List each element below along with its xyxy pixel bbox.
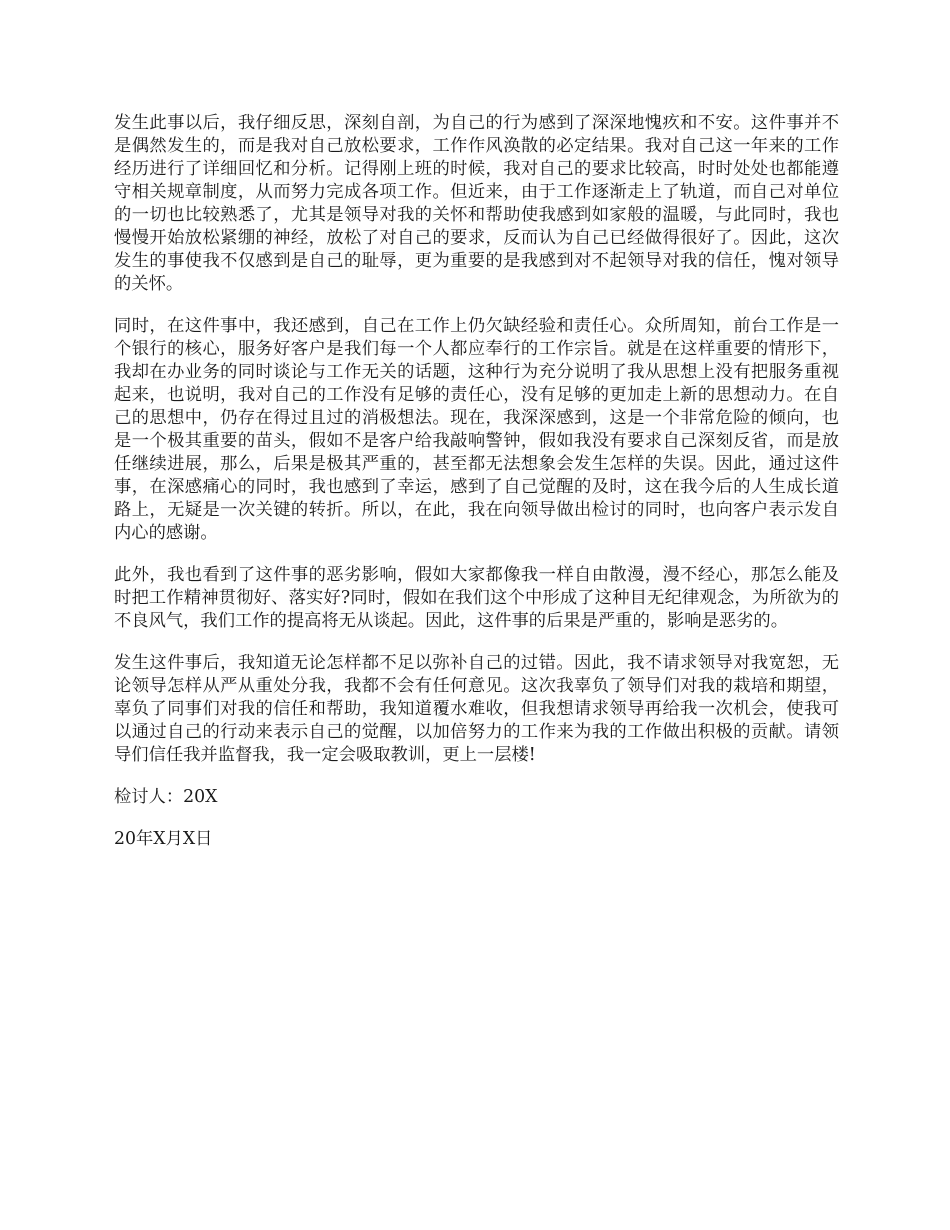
paragraph-4: 发生这件事后，我知道无论怎样都不足以弥补自己的过错。因此，我不请求领导对我宽恕，无论领导怎样从严从重处分我，我都不会有任何意见。这次我辜负了领导们对我的栽培和期望，辜负了同事们对我的信任和帮助，我知道覆水难收，但我想请求领导再给我一次机会，使我可以通过自己的行动来表示自己的觉醒，以加倍努力的工作来为我的工作做出积极的贡献。请领导们信任我并监督我，我一定会吸取教训，更上一层楼! [114, 653, 839, 765]
paragraph-1: 发生此事以后，我仔细反思，深刻自剖，为自己的行为感到了深深地愧疚和不安。这件事并不是偶然发生的，而是我对自己放松要求，工作作风涣散的必定结果。我对自己这一年来的工作经历进行了详细回忆和分析。记得刚上班的时候，我对自己的要求比较高，时时处处也都能遵守相关规章制度，从而努力完成各项工作。但近来，由于工作逐渐走上了轨道，而自己对单位的一切也比较熟悉了，尤其是领导对我的关怀和帮助使我感到如家般的温暖，与此同时，我也慢慢开始放松紧绷的神经，放松了对自己的要求，反而认为自己已经做得很好了。因此，这次发生的事使我不仅感到是自己的耻辱，更为重要的是我感到对不起领导对我的信任，愧对领导的关怀。 [114, 113, 839, 294]
paragraph-2: 同时，在这件事中，我还感到，自己在工作上仍欠缺经验和责任心。众所周知，前台工作是一个银行的核心，服务好客户是我们每一个人都应奉行的工作宗旨。就是在这样重要的情形下，我却在办业务的同时谈论与工作无关的话题，这种行为充分说明了我从思想上没有把服务重视起来，也说明，我对自己的工作没有足够的责任心，没有足够的更加走上新的思想动力。在自己的思想中，仍存在得过且过的消极想法。现在，我深深感到，这是一个非常危险的倾向，也是一个极其重要的苗头，假如不是客户给我敲响警钟，假如我没有要求自己深刻反省，而是放任继续进展，那么，后果是极其严重的，甚至都无法想象会发生怎样的失误。因此，通过这件事，在深感痛心的同时，我也感到了幸运，感到了自己觉醒的及时，这在我今后的人生成长道路上，无疑是一次关键的转折。所以，在此，我在向领导做出检讨的同时，也向客户表示发自内心的感谢。 [114, 316, 839, 543]
signer-line: 检讨人：20X [114, 787, 218, 807]
paragraph-3: 此外，我也看到了这件事的恶劣影响，假如大家都像我一样自由散漫，漫不经心，那怎么能及时把工作精神贯彻好、落实好?同时，假如在我们这个中形成了这种目无纪律观念，为所欲为的不良风气，我们工作的提高将无从谈起。因此，这件事的后果是严重的，影响是恶劣的。 [114, 565, 839, 631]
date-line: 20年X月X日 [114, 829, 213, 849]
document-page [114, 112, 839, 870]
